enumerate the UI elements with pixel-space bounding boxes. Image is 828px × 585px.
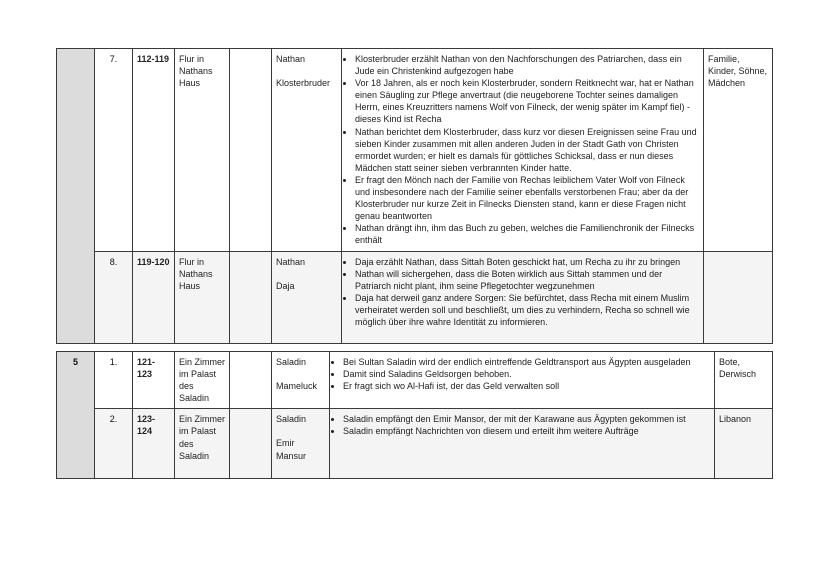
content-bullet: • Saladin empfängt den Emir Mansor, der mit der Karawane aus Ägypten gekommen ist <box>343 413 710 425</box>
content-bullet: • Bei Sultan Saladin wird der endlich eintreffende Geldtransport aus Ägypten ausgeladen <box>343 356 710 368</box>
content-bullet: • Vor 18 Jahren, als er noch kein Klosterbruder, sondern Reitknecht war, hat er Nathan einen Säugling zur Pflege anvertraut (die neugeborene Tochter seines damaligen Herrn, eines Kreuzritters namens Wolf von Filneck, der wenig später im Kampf fiel) - dieses Kind ist Recha <box>355 77 699 125</box>
scene-notes: Bote, Derwisch <box>715 352 773 409</box>
content-bullet: • Er fragt sich wo Al-Hafi ist, der das Geld verwalten soll <box>343 380 710 392</box>
scene-notes: Familie, Kinder, Söhne, Mädchen <box>704 49 773 252</box>
spacer-cell <box>230 49 272 252</box>
scene-number: 2. <box>95 409 133 478</box>
scene-persons <box>272 49 342 252</box>
content-bullet: • Klosterbruder erzählt Nathan von den Nachforschungen des Patriarchen, dass ein Jude ein Christenkind aufgezogen habe <box>355 53 699 77</box>
scene-content <box>342 49 704 252</box>
scene-place: Ein Zimmer im Palast des Saladin <box>175 409 230 478</box>
scene-number: 7. <box>95 49 133 252</box>
scene-place: Ein Zimmer im Palast des Saladin <box>175 352 230 409</box>
page-range: 121-123 <box>133 352 175 409</box>
scene-content <box>330 409 715 478</box>
scene-number: 8. <box>95 251 133 343</box>
person: Mameluck <box>276 381 318 392</box>
content-bullet: • Daja hat derweil ganz andere Sorgen: Sie befürchtet, dass Recha mit einem Muslim verheiratet werden soll und beschließt, um dies zu verhindern, Recha so schnell wie möglich über ihre wahre Identität zu informieren. <box>355 292 699 328</box>
scene-content <box>342 251 704 343</box>
person: Nathan <box>276 256 306 267</box>
content-bullet: • Er fragt den Mönch nach der Familie von Rechas leiblichem Vater Wolf von Filneck und insbesondere nach der Familie seiner ebenfalls verstorbenen Frau; aber da der Klosterbruder nur kurze Zeit in Filnecks Diensten stand, kann er diese Fragen nicht genau beantworten <box>355 174 699 222</box>
table-row <box>57 409 773 478</box>
person: Saladin <box>276 357 307 367</box>
person: Daja <box>276 280 295 291</box>
scene-content <box>330 352 715 409</box>
page-range: 123-124 <box>133 409 175 478</box>
scene-table-1 <box>56 48 773 344</box>
table-row <box>57 49 773 252</box>
scene-notes <box>704 251 773 343</box>
spacer-cell <box>230 352 272 409</box>
scene-table-2 <box>56 351 773 479</box>
spacer-cell <box>230 409 272 478</box>
scene-persons <box>272 251 342 343</box>
scene-persons <box>272 352 330 409</box>
act-number: 5 <box>57 352 95 479</box>
person: Saladin <box>276 414 307 425</box>
table-row <box>57 352 773 409</box>
scene-number: 1. <box>95 352 133 409</box>
content-bullet: • Saladin empfängt Nachrichten von diesem und erteilt ihm weitere Aufträge <box>343 425 710 437</box>
scene-persons <box>272 409 330 478</box>
page-range: 119-120 <box>133 251 175 343</box>
person: Nathan <box>276 54 306 64</box>
scene-place: Flur in Nathans Haus <box>175 251 230 343</box>
scene-place: Flur in Nathans Haus <box>175 49 230 252</box>
table-row <box>57 251 773 343</box>
content-bullet: • Nathan drängt ihn, ihm das Buch zu geben, welches die Familienchronik der Filnecks enthält <box>355 222 699 246</box>
content-bullet: • Nathan will sichergehen, dass die Boten wirklich aus Sittah stammen und der Patriarch nicht plant, ihm seine Pflegetochter wegzunehmen <box>355 268 699 292</box>
content-bullet: • Nathan berichtet dem Klosterbruder, dass kurz vor diesen Ereignissen seine Frau und sieben Kinder zusammen mit allen anderen Juden in der Stadt Gath von Christen ermordet wurden; er hielt es damals für göttliches Schicksal, dass er nun dieses Mädchen statt seiner sieben verbrannten Kinder hatte. <box>355 126 699 174</box>
person: Emir Mansur <box>276 438 307 461</box>
page-range: 112-119 <box>133 49 175 252</box>
content-bullet: • Daja erzählt Nathan, dass Sittah Boten geschickt hat, um Recha zu ihr zu bringen <box>355 256 699 268</box>
act-number <box>57 49 95 344</box>
spacer-cell <box>230 251 272 343</box>
content-bullet: • Damit sind Saladins Geldsorgen behoben. <box>343 368 710 380</box>
person: Klosterbruder <box>276 78 331 89</box>
scene-notes: Libanon <box>715 409 773 478</box>
